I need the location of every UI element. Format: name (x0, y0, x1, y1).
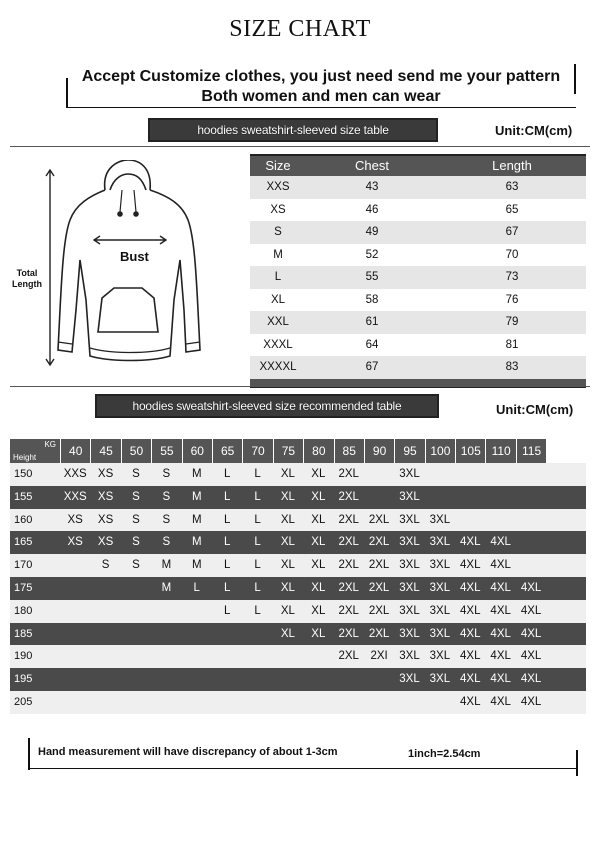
size-cell: XXS (63, 468, 87, 480)
chest-cell: 64 (365, 338, 379, 351)
size-cell (273, 645, 303, 668)
size-cell: 3XL (399, 581, 420, 594)
size-cell: S (132, 513, 140, 526)
size-cell: 4XL (460, 627, 481, 640)
size-cell: 4XL (490, 627, 511, 640)
size-cell: 3XL (399, 673, 420, 686)
size-cell: XL (280, 627, 295, 640)
table-row (10, 600, 586, 623)
size-cell: XS (67, 513, 83, 526)
size-cell: 4XL (460, 581, 481, 594)
size-cell (90, 577, 120, 600)
size-cell (516, 463, 546, 486)
size-cell (485, 509, 515, 532)
size-cell (334, 691, 364, 714)
size-cell: XL (311, 581, 326, 594)
size-cell (151, 645, 181, 668)
size-cell: M (191, 536, 202, 549)
size-cell: M (191, 468, 202, 480)
height-cell: 170 (14, 559, 33, 572)
size-cell (364, 463, 394, 486)
size-cell (516, 509, 546, 532)
size-cell: S (162, 468, 171, 480)
bust-label: Bust (120, 249, 149, 264)
size-cell: L (223, 490, 231, 503)
size-cell: 3XL (429, 673, 451, 686)
size-cell (303, 668, 333, 691)
size-table-header (250, 154, 586, 176)
table-row (10, 531, 586, 554)
size-cell (212, 623, 242, 646)
size-cell: M (161, 559, 172, 572)
size-cell: S (162, 490, 171, 503)
chest-cell: 52 (365, 248, 379, 261)
size-cell: S (132, 559, 140, 572)
size-cell (182, 691, 212, 714)
size-cell: 4XL (490, 581, 511, 594)
size-cell: XL (311, 468, 326, 480)
notice-line-1: Accept Customize clothes, you just need send me your pattern (81, 68, 561, 85)
weight-header: 80 (304, 439, 334, 463)
length-cell: 63 (505, 181, 519, 193)
size-cell (516, 531, 546, 554)
weight-header: 60 (183, 439, 213, 463)
customize-notice (66, 64, 576, 110)
size-cell: 4XL (520, 673, 542, 686)
size-cell: 4XL (520, 581, 542, 594)
size-cell (273, 691, 303, 714)
header-length: Length (492, 158, 532, 173)
table-row (250, 311, 586, 334)
size-cell (60, 554, 90, 577)
size-cell: M (191, 490, 202, 503)
size-cell: 3XL (429, 513, 451, 526)
table-row (10, 577, 586, 600)
size-cell (303, 645, 333, 668)
length-cell: 70 (505, 248, 519, 261)
size-cell: XL (280, 604, 295, 617)
size-cell (60, 668, 90, 691)
height-cell: 150 (14, 468, 33, 480)
size-cell (425, 463, 455, 486)
total-length-label: Total Length (12, 268, 42, 289)
size-cell (364, 668, 394, 691)
size-cell: 4XL (490, 536, 511, 549)
size-cell: 4XL (490, 673, 511, 686)
size-cell (242, 691, 272, 714)
size-cell (60, 645, 90, 668)
size-cell (273, 668, 303, 691)
size-cell: 3XL (399, 604, 420, 617)
size-cell: XL (311, 513, 326, 526)
weight-header: 70 (243, 439, 273, 463)
recommended-table-header (10, 439, 586, 463)
size-cell: L (254, 604, 261, 617)
table-row (10, 668, 586, 691)
size-cell (212, 691, 242, 714)
size-cell (60, 623, 90, 646)
size-cell: XXXL (263, 338, 293, 351)
size-cell: M (191, 513, 202, 526)
size-cell: L (223, 513, 231, 526)
size-cell: 2XL (338, 513, 359, 526)
size-cell (60, 691, 90, 714)
footnote-bracket-right (576, 750, 578, 776)
size-cell: L (223, 581, 231, 594)
table-row (10, 691, 586, 714)
size-cell: XL (311, 559, 326, 572)
length-cell: 81 (505, 338, 519, 351)
size-cell: 2XL (338, 536, 359, 549)
size-cell: S (132, 490, 140, 503)
size-cell: 4XL (520, 650, 542, 663)
size-cell: L (254, 559, 261, 572)
weight-header: 95 (395, 439, 425, 463)
table-row (250, 176, 586, 199)
size-cell: XL (311, 536, 326, 549)
size-cell: S (132, 468, 140, 480)
chest-cell: 67 (365, 361, 379, 373)
size-cell (455, 486, 485, 509)
height-cell: 185 (14, 627, 33, 640)
recommended-table-banner: hoodies sweatshirt-sleeved size recommended table (95, 394, 439, 418)
measurement-note: Hand measurement will have discrepancy of about 1-3cm (38, 746, 338, 758)
size-cell: 2XL (338, 627, 359, 640)
size-cell: 2XL (338, 559, 359, 572)
size-cell (334, 668, 364, 691)
size-cell: 2XL (338, 650, 359, 663)
size-cell: 4XL (490, 650, 511, 663)
size-cell: S (101, 559, 110, 572)
size-cell (90, 600, 120, 623)
weight-header: 65 (213, 439, 243, 463)
size-cell (516, 486, 546, 509)
size-table-body (250, 176, 586, 379)
height-cell: 190 (14, 650, 33, 663)
size-cell (516, 554, 546, 577)
size-cell: XL (280, 536, 295, 549)
size-cell: 3XL (429, 604, 451, 617)
weight-header: 100 (426, 439, 456, 463)
height-cell: 180 (14, 604, 33, 617)
weight-header: 85 (335, 439, 365, 463)
size-cell: 3XL (399, 650, 420, 663)
weight-header: 40 (61, 439, 91, 463)
weight-header: 105 (456, 439, 486, 463)
size-cell: 4XL (460, 604, 481, 617)
chest-cell: 46 (365, 203, 379, 216)
weight-header: 45 (91, 439, 121, 463)
divider (10, 386, 590, 387)
size-cell (121, 645, 151, 668)
size-cell: XL (280, 581, 295, 594)
weight-header: 110 (486, 439, 516, 463)
size-cell (151, 691, 181, 714)
size-cell: 3XL (399, 627, 420, 640)
size-cell: XL (311, 490, 326, 503)
recommended-table-body (10, 463, 586, 714)
size-cell: XXS (266, 181, 290, 193)
size-cell (364, 486, 394, 509)
table-row (10, 623, 586, 646)
size-cell: 3XL (429, 650, 451, 663)
height-cell: 165 (14, 536, 33, 549)
size-cell (485, 486, 515, 509)
size-cell: S (162, 513, 171, 526)
size-cell: XXS (63, 490, 87, 503)
divider (10, 146, 590, 147)
weight-header: 90 (365, 439, 395, 463)
size-cell (182, 600, 212, 623)
size-cell: 2XL (338, 581, 359, 594)
chest-cell: 55 (365, 271, 379, 283)
chest-cell: 43 (365, 181, 379, 193)
table-row (250, 199, 586, 222)
size-cell (151, 668, 181, 691)
size-cell: 3XL (399, 490, 420, 503)
size-cell: XS (270, 203, 286, 216)
height-cell: 155 (14, 490, 33, 503)
size-cell (90, 691, 120, 714)
size-cell: S (132, 536, 140, 549)
length-cell: 79 (505, 316, 519, 328)
size-cell: 3XL (429, 581, 451, 594)
size-cell (242, 623, 272, 646)
size-cell: 2XL (368, 513, 390, 526)
size-cell: XS (97, 513, 114, 526)
size-cell: 4XL (520, 695, 542, 708)
notice-underline (66, 107, 576, 108)
size-cell: XL (311, 627, 326, 640)
table-row (250, 334, 586, 357)
recommended-table (10, 439, 586, 714)
weight-header: 115 (517, 439, 547, 463)
table-row (10, 554, 586, 577)
size-cell (455, 463, 485, 486)
size-cell: 3XL (429, 559, 451, 572)
size-cell (182, 645, 212, 668)
size-cell: 4XL (490, 695, 511, 708)
inch-conversion: 1inch=2.54cm (408, 748, 481, 760)
size-cell: 2XL (338, 468, 359, 480)
table-row (250, 356, 586, 379)
size-cell: 2XL (368, 581, 390, 594)
page-title: SIZE CHART (229, 16, 371, 42)
size-cell: L (254, 490, 261, 503)
size-table (250, 154, 586, 388)
size-cell: S (162, 536, 171, 549)
corner-kg: KG (44, 440, 56, 449)
size-cell (182, 668, 212, 691)
size-cell: L (274, 271, 282, 283)
size-cell: XS (67, 536, 83, 549)
chest-cell: 49 (365, 226, 379, 238)
size-cell (60, 600, 90, 623)
size-cell: 4XL (520, 627, 542, 640)
size-cell: 4XL (520, 604, 542, 617)
recommended-table-unit: Unit:CM(cm) (496, 402, 574, 417)
size-cell (485, 463, 515, 486)
size-cell (90, 623, 120, 646)
size-cell: 4XL (490, 604, 511, 617)
size-cell (242, 645, 272, 668)
header-size: Size (265, 158, 291, 173)
size-cell: L (254, 468, 261, 480)
size-cell: 3XL (399, 536, 420, 549)
footnote (28, 738, 578, 776)
size-table-unit: Unit:CM(cm) (495, 123, 573, 138)
size-cell: XL (280, 513, 295, 526)
size-cell: M (161, 581, 172, 594)
size-cell (121, 577, 151, 600)
size-cell: L (223, 559, 231, 572)
size-cell: 2XL (368, 536, 390, 549)
size-cell (121, 691, 151, 714)
length-cell: 83 (505, 361, 519, 373)
size-cell: 2XL (368, 604, 390, 617)
table-row (10, 463, 586, 486)
size-cell: 4XL (460, 695, 481, 708)
size-cell (121, 623, 151, 646)
size-cell: XL (280, 490, 295, 503)
size-cell: 4XL (460, 673, 481, 686)
header-chest: Chest (355, 158, 389, 173)
size-cell: 3XL (429, 627, 451, 640)
size-cell (60, 577, 90, 600)
size-cell: 2XL (338, 490, 359, 503)
size-cell (242, 668, 272, 691)
height-cell: 175 (14, 581, 33, 594)
size-cell: XL (270, 293, 286, 306)
notice-line-2: Both women and men can wear (201, 88, 441, 105)
size-table-banner: hoodies sweatshirt-sleeved size table (148, 118, 438, 142)
size-cell (364, 691, 394, 714)
length-cell: 65 (505, 203, 519, 216)
weight-header: 55 (152, 439, 182, 463)
size-cell: XS (97, 536, 114, 549)
size-cell (212, 645, 242, 668)
length-cell: 76 (505, 293, 519, 306)
chest-cell: 61 (365, 316, 379, 328)
size-cell (121, 668, 151, 691)
length-cell: 67 (505, 226, 519, 238)
size-cell: L (223, 604, 231, 617)
corner-height: Height (13, 453, 37, 462)
table-row (10, 486, 586, 509)
size-cell (425, 486, 455, 509)
size-cell (151, 600, 181, 623)
size-cell (90, 668, 120, 691)
height-cell: 160 (14, 513, 33, 526)
size-cell: L (254, 513, 261, 526)
size-cell: XXL (267, 316, 289, 328)
size-cell (121, 600, 151, 623)
size-cell: M (273, 248, 283, 261)
size-cell (90, 645, 120, 668)
size-cell (303, 691, 333, 714)
size-cell: XS (97, 490, 114, 503)
size-cell (151, 623, 181, 646)
size-cell: L (254, 581, 261, 594)
size-cell: 2XI (370, 650, 388, 663)
weight-header: 50 (122, 439, 152, 463)
size-cell: XL (311, 604, 326, 617)
size-cell: 3XL (399, 559, 420, 572)
height-cell: 195 (14, 673, 33, 686)
table-row (250, 266, 586, 289)
chest-cell: 58 (365, 293, 379, 306)
size-cell (455, 509, 485, 532)
footnote-bracket-left (28, 738, 30, 770)
weight-header: 75 (274, 439, 304, 463)
size-cell: L (223, 468, 231, 480)
table-row (250, 221, 586, 244)
size-cell: L (254, 536, 261, 549)
size-cell: M (191, 559, 202, 572)
footnote-underline (28, 768, 578, 769)
size-cell: XS (97, 468, 114, 480)
size-cell: L (193, 581, 200, 594)
size-cell: 2XL (368, 627, 390, 640)
size-cell: XL (280, 559, 295, 572)
size-cell: XL (280, 468, 295, 480)
size-cell: 2XL (338, 604, 359, 617)
size-cell: 3XL (399, 513, 420, 526)
length-cell: 73 (505, 271, 519, 283)
size-cell: 4XL (460, 536, 481, 549)
size-cell (425, 691, 455, 714)
size-cell: XXXXL (259, 361, 297, 373)
size-cell (212, 668, 242, 691)
size-cell: 4XL (460, 559, 481, 572)
size-cell: 3XL (399, 468, 420, 480)
size-cell (394, 691, 424, 714)
table-row (10, 509, 586, 532)
height-cell: 205 (14, 695, 33, 708)
size-cell: L (223, 536, 231, 549)
size-cell (182, 623, 212, 646)
table-row (250, 289, 586, 312)
size-cell: 2XL (368, 559, 390, 572)
size-cell: S (274, 226, 282, 238)
size-cell: 3XL (429, 536, 451, 549)
table-row (10, 645, 586, 668)
size-cell: 4XL (460, 650, 481, 663)
table-corner (10, 439, 61, 463)
table-row (250, 244, 586, 267)
size-cell: 4XL (490, 559, 511, 572)
